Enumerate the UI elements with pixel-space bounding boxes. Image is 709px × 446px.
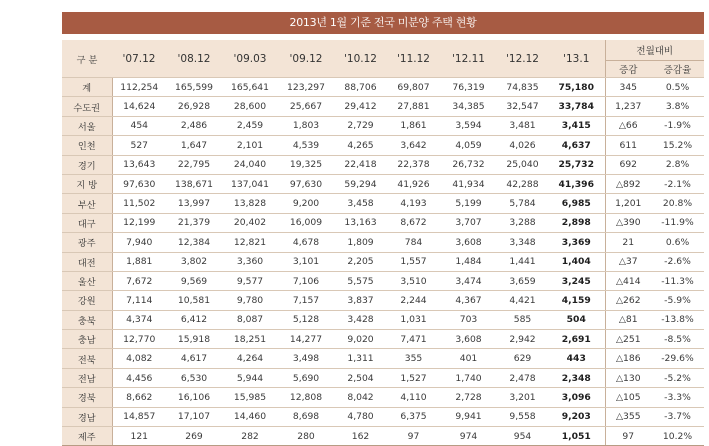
row-label: 강원 [62, 291, 112, 310]
value-cell: 165,641 [222, 78, 278, 97]
rate-cell: 0.5% [651, 78, 704, 97]
value-cell: 2,898 [548, 213, 605, 232]
value-cell: 2,729 [334, 116, 387, 135]
change-cell: 345 [605, 78, 651, 97]
value-cell: 26,732 [440, 155, 497, 174]
value-cell: 13,643 [112, 155, 166, 174]
table-row [62, 233, 704, 252]
value-cell: 3,360 [222, 252, 278, 271]
value-cell: 17,107 [166, 407, 222, 426]
header-year: '10.12 [334, 40, 387, 78]
value-cell: 5,128 [278, 310, 334, 329]
value-cell: 14,624 [112, 97, 166, 116]
value-cell: 1,051 [548, 427, 605, 446]
rate-cell: -29.6% [651, 349, 704, 368]
value-cell: 4,780 [334, 407, 387, 426]
value-cell: 7,471 [387, 330, 440, 349]
value-cell: 7,940 [112, 233, 166, 252]
header-year: '08.12 [166, 40, 222, 78]
value-cell: 4,539 [278, 136, 334, 155]
value-cell: 16,009 [278, 213, 334, 232]
change-cell: 1,237 [605, 97, 651, 116]
value-cell: 97,630 [278, 174, 334, 193]
value-cell: 5,690 [278, 368, 334, 387]
table-row [62, 368, 704, 387]
row-label: 전북 [62, 349, 112, 368]
table-row [62, 97, 704, 116]
change-cell: △37 [605, 252, 651, 271]
header-year: '09.12 [278, 40, 334, 78]
rate-cell: 0.6% [651, 233, 704, 252]
value-cell: 4,059 [440, 136, 497, 155]
value-cell: 1,404 [548, 252, 605, 271]
value-cell: 3,474 [440, 271, 497, 290]
rate-cell: -3.3% [651, 388, 704, 407]
value-cell: 280 [278, 427, 334, 446]
value-cell: 4,082 [112, 349, 166, 368]
value-cell: 9,200 [278, 194, 334, 213]
value-cell: 21,379 [166, 213, 222, 232]
value-cell: 5,784 [497, 194, 548, 213]
value-cell: 5,575 [334, 271, 387, 290]
rate-cell: -2.6% [651, 252, 704, 271]
value-cell: 4,617 [166, 349, 222, 368]
row-label: 수도권 [62, 97, 112, 116]
value-cell: 4,456 [112, 368, 166, 387]
value-cell: 7,106 [278, 271, 334, 290]
value-cell: 3,707 [440, 213, 497, 232]
value-cell: 2,101 [222, 136, 278, 155]
value-cell: 4,159 [548, 291, 605, 310]
value-cell: 8,042 [334, 388, 387, 407]
value-cell: 14,857 [112, 407, 166, 426]
value-cell: 97,630 [112, 174, 166, 193]
table-body [62, 78, 704, 446]
value-cell: 585 [497, 310, 548, 329]
value-cell: 12,770 [112, 330, 166, 349]
value-cell: 3,608 [440, 330, 497, 349]
value-cell: 9,941 [440, 407, 497, 426]
value-cell: 14,460 [222, 407, 278, 426]
value-cell: 1,484 [440, 252, 497, 271]
table-row [62, 407, 704, 426]
row-label: 충남 [62, 330, 112, 349]
rate-cell: -11.3% [651, 271, 704, 290]
value-cell: 1,881 [112, 252, 166, 271]
table-row [62, 330, 704, 349]
value-cell: 1,647 [166, 136, 222, 155]
value-cell: 9,558 [497, 407, 548, 426]
change-cell: △414 [605, 271, 651, 290]
table-row [62, 213, 704, 232]
change-cell: △130 [605, 368, 651, 387]
value-cell: 13,163 [334, 213, 387, 232]
value-cell: 41,934 [440, 174, 497, 193]
value-cell: 3,369 [548, 233, 605, 252]
unsold-housing-table [62, 40, 704, 446]
table-row [62, 155, 704, 174]
rate-cell: 20.8% [651, 194, 704, 213]
value-cell: 121 [112, 427, 166, 446]
value-cell: 59,294 [334, 174, 387, 193]
change-cell: 1,201 [605, 194, 651, 213]
value-cell: 3,481 [497, 116, 548, 135]
value-cell: 3,428 [334, 310, 387, 329]
change-cell: △66 [605, 116, 651, 135]
rate-cell: 15.2% [651, 136, 704, 155]
value-cell: 6,412 [166, 310, 222, 329]
value-cell: 3,642 [387, 136, 440, 155]
value-cell: 22,795 [166, 155, 222, 174]
rate-cell: -5.2% [651, 368, 704, 387]
rate-cell: -11.9% [651, 213, 704, 232]
value-cell: 123,297 [278, 78, 334, 97]
value-cell: 4,265 [334, 136, 387, 155]
value-cell: 974 [440, 427, 497, 446]
value-cell: 42,288 [497, 174, 548, 193]
value-cell: 14,277 [278, 330, 334, 349]
value-cell: 112,254 [112, 78, 166, 97]
value-cell: 2,691 [548, 330, 605, 349]
value-cell: 9,780 [222, 291, 278, 310]
table-row [62, 349, 704, 368]
value-cell: 8,698 [278, 407, 334, 426]
value-cell: 4,367 [440, 291, 497, 310]
value-cell: 4,193 [387, 194, 440, 213]
value-cell: 954 [497, 427, 548, 446]
value-cell: 9,569 [166, 271, 222, 290]
value-cell: 76,319 [440, 78, 497, 97]
table-row [62, 174, 704, 193]
value-cell: 1,557 [387, 252, 440, 271]
value-cell: 9,577 [222, 271, 278, 290]
value-cell: 2,504 [334, 368, 387, 387]
table-header [62, 40, 704, 78]
change-cell: 97 [605, 427, 651, 446]
value-cell: 5,944 [222, 368, 278, 387]
value-cell: 162 [334, 427, 387, 446]
change-cell: △892 [605, 174, 651, 193]
rate-cell: -8.5% [651, 330, 704, 349]
value-cell: 401 [440, 349, 497, 368]
value-cell: 12,384 [166, 233, 222, 252]
row-label: 충북 [62, 310, 112, 329]
value-cell: 32,547 [497, 97, 548, 116]
change-cell: △186 [605, 349, 651, 368]
value-cell: 10,581 [166, 291, 222, 310]
value-cell: 22,418 [334, 155, 387, 174]
value-cell: 1,031 [387, 310, 440, 329]
rate-cell: -13.8% [651, 310, 704, 329]
row-label: 경북 [62, 388, 112, 407]
value-cell: 4,678 [278, 233, 334, 252]
value-cell: 4,264 [222, 349, 278, 368]
value-cell: 3,245 [548, 271, 605, 290]
change-cell: △262 [605, 291, 651, 310]
value-cell: 41,926 [387, 174, 440, 193]
value-cell: 3,288 [497, 213, 548, 232]
value-cell: 24,040 [222, 155, 278, 174]
value-cell: 29,412 [334, 97, 387, 116]
row-label: 전남 [62, 368, 112, 387]
header-year: '12.11 [440, 40, 497, 78]
value-cell: 3,101 [278, 252, 334, 271]
value-cell: 15,918 [166, 330, 222, 349]
value-cell: 8,087 [222, 310, 278, 329]
value-cell: 2,459 [222, 116, 278, 135]
value-cell: 3,837 [334, 291, 387, 310]
value-cell: 629 [497, 349, 548, 368]
rate-cell: 2.8% [651, 155, 704, 174]
rate-cell: 10.2% [651, 427, 704, 446]
table-row [62, 116, 704, 135]
header-year: '09.03 [222, 40, 278, 78]
table-row [62, 291, 704, 310]
value-cell: 25,040 [497, 155, 548, 174]
value-cell: 41,396 [548, 174, 605, 193]
value-cell: 3,659 [497, 271, 548, 290]
value-cell: 454 [112, 116, 166, 135]
row-label: 인천 [62, 136, 112, 155]
value-cell: 8,662 [112, 388, 166, 407]
value-cell: 16,106 [166, 388, 222, 407]
row-label: 대구 [62, 213, 112, 232]
value-cell: 3,594 [440, 116, 497, 135]
header-year: '07.12 [112, 40, 166, 78]
value-cell: 1,740 [440, 368, 497, 387]
value-cell: 3,201 [497, 388, 548, 407]
value-cell: 2,244 [387, 291, 440, 310]
header-rate: 증감율 [651, 61, 704, 78]
value-cell: 19,325 [278, 155, 334, 174]
change-cell: △105 [605, 388, 651, 407]
value-cell: 3,458 [334, 194, 387, 213]
value-cell: 3,608 [440, 233, 497, 252]
header-year: '11.12 [387, 40, 440, 78]
value-cell: 13,997 [166, 194, 222, 213]
rate-cell: 3.8% [651, 97, 704, 116]
value-cell: 12,821 [222, 233, 278, 252]
value-cell: 137,041 [222, 174, 278, 193]
value-cell: 22,378 [387, 155, 440, 174]
change-cell: 692 [605, 155, 651, 174]
change-cell: △81 [605, 310, 651, 329]
value-cell: 4,374 [112, 310, 166, 329]
table-row [62, 252, 704, 271]
value-cell: 11,502 [112, 194, 166, 213]
value-cell: 74,835 [497, 78, 548, 97]
header-year: '13.1 [548, 40, 605, 78]
value-cell: 7,157 [278, 291, 334, 310]
value-cell: 7,672 [112, 271, 166, 290]
row-label: 대전 [62, 252, 112, 271]
value-cell: 2,205 [334, 252, 387, 271]
value-cell: 3,096 [548, 388, 605, 407]
value-cell: 28,600 [222, 97, 278, 116]
value-cell: 1,809 [334, 233, 387, 252]
unsold-housing-table-panel [62, 12, 704, 446]
value-cell: 5,199 [440, 194, 497, 213]
header-change: 증감 [605, 61, 651, 78]
value-cell: 4,637 [548, 136, 605, 155]
value-cell: 2,348 [548, 368, 605, 387]
value-cell: 9,203 [548, 407, 605, 426]
header-year: '12.12 [497, 40, 548, 78]
row-label: 경기 [62, 155, 112, 174]
row-label: 광주 [62, 233, 112, 252]
table-row [62, 271, 704, 290]
table-row [62, 388, 704, 407]
value-cell: 26,928 [166, 97, 222, 116]
change-cell: 611 [605, 136, 651, 155]
header-row-label: 구 분 [62, 40, 112, 78]
value-cell: 6,530 [166, 368, 222, 387]
row-label: 부산 [62, 194, 112, 213]
value-cell: 27,881 [387, 97, 440, 116]
value-cell: 13,828 [222, 194, 278, 213]
value-cell: 2,728 [440, 388, 497, 407]
table-row [62, 427, 704, 446]
value-cell: 25,667 [278, 97, 334, 116]
value-cell: 3,498 [278, 349, 334, 368]
value-cell: 282 [222, 427, 278, 446]
value-cell: 2,486 [166, 116, 222, 135]
value-cell: 138,671 [166, 174, 222, 193]
table-title: 2013년 1월 기준 전국 미분양 주택 현황 [62, 12, 704, 34]
value-cell: 34,385 [440, 97, 497, 116]
value-cell: 4,026 [497, 136, 548, 155]
value-cell: 3,348 [497, 233, 548, 252]
rate-cell: -5.9% [651, 291, 704, 310]
value-cell: 1,861 [387, 116, 440, 135]
row-label: 제주 [62, 427, 112, 446]
value-cell: 20,402 [222, 213, 278, 232]
row-label: 계 [62, 78, 112, 97]
table-row [62, 136, 704, 155]
value-cell: 7,114 [112, 291, 166, 310]
value-cell: 2,478 [497, 368, 548, 387]
row-label: 경남 [62, 407, 112, 426]
value-cell: 1,441 [497, 252, 548, 271]
value-cell: 18,251 [222, 330, 278, 349]
value-cell: 6,375 [387, 407, 440, 426]
value-cell: 527 [112, 136, 166, 155]
value-cell: 8,672 [387, 213, 440, 232]
row-label: 서울 [62, 116, 112, 135]
value-cell: 25,732 [548, 155, 605, 174]
value-cell: 504 [548, 310, 605, 329]
value-cell: 4,421 [497, 291, 548, 310]
value-cell: 3,802 [166, 252, 222, 271]
table-row [62, 194, 704, 213]
value-cell: 9,020 [334, 330, 387, 349]
change-cell: 21 [605, 233, 651, 252]
value-cell: 6,985 [548, 194, 605, 213]
value-cell: 1,527 [387, 368, 440, 387]
value-cell: 97 [387, 427, 440, 446]
value-cell: 3,415 [548, 116, 605, 135]
value-cell: 703 [440, 310, 497, 329]
value-cell: 12,808 [278, 388, 334, 407]
table-row [62, 310, 704, 329]
table-row [62, 78, 704, 97]
value-cell: 1,311 [334, 349, 387, 368]
value-cell: 355 [387, 349, 440, 368]
change-cell: △355 [605, 407, 651, 426]
rate-cell: -2.1% [651, 174, 704, 193]
value-cell: 2,942 [497, 330, 548, 349]
value-cell: 165,599 [166, 78, 222, 97]
row-label: 울산 [62, 271, 112, 290]
value-cell: 1,803 [278, 116, 334, 135]
value-cell: 69,807 [387, 78, 440, 97]
value-cell: 15,985 [222, 388, 278, 407]
value-cell: 443 [548, 349, 605, 368]
change-cell: △390 [605, 213, 651, 232]
value-cell: 269 [166, 427, 222, 446]
value-cell: 33,784 [548, 97, 605, 116]
header-compare: 전월대비 [605, 40, 704, 61]
value-cell: 88,706 [334, 78, 387, 97]
change-cell: △251 [605, 330, 651, 349]
value-cell: 12,199 [112, 213, 166, 232]
value-cell: 784 [387, 233, 440, 252]
rate-cell: -3.7% [651, 407, 704, 426]
row-label: 지 방 [62, 174, 112, 193]
value-cell: 4,110 [387, 388, 440, 407]
rate-cell: -1.9% [651, 116, 704, 135]
value-cell: 3,510 [387, 271, 440, 290]
value-cell: 75,180 [548, 78, 605, 97]
